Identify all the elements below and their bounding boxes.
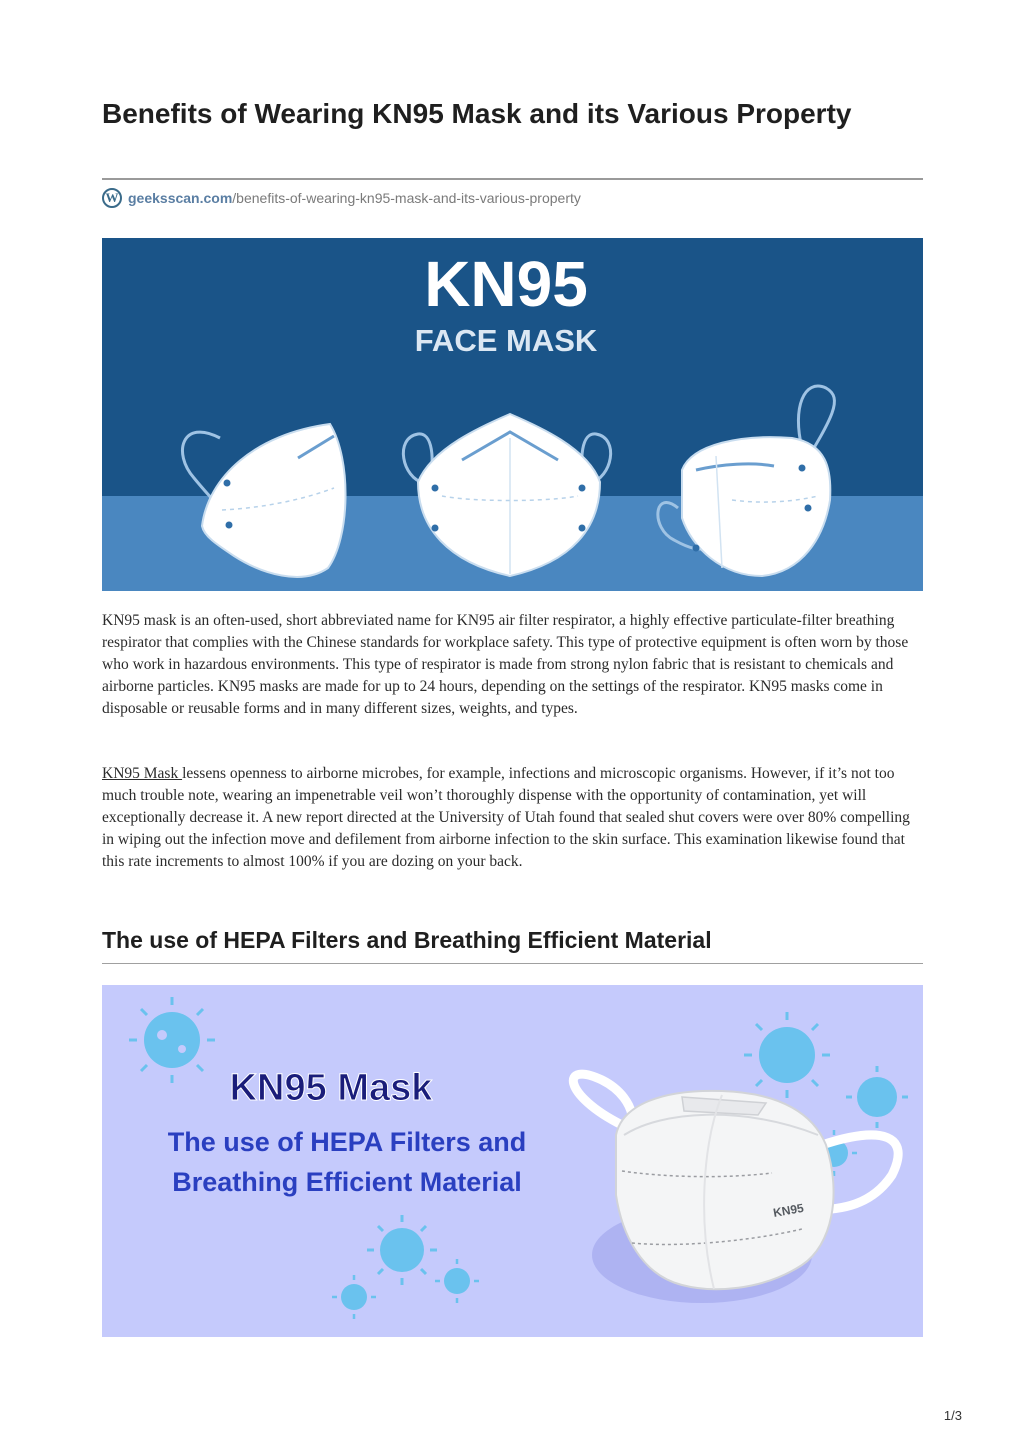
- page-number: 1/3: [943, 1408, 962, 1423]
- kn95-mask-image: [616, 1091, 834, 1289]
- banner2-line2: Breathing Efficient Material: [172, 1167, 522, 1197]
- kn95-face-mask-banner: [102, 238, 923, 591]
- kn95-hepa-banner: [102, 985, 923, 1337]
- banner2-title: KN95 Mask: [229, 1067, 433, 1109]
- section-heading: The use of HEPA Filters and Breathing Efficient Material: [102, 927, 712, 953]
- banner2-line1: The use of HEPA Filters and: [167, 1127, 527, 1157]
- mask-label: KN95: [772, 1200, 805, 1220]
- wordpress-icon: W: [102, 188, 122, 208]
- second-paragraph: [102, 763, 923, 873]
- source-path[interactable]: /benefits-of-wearing-kn95-mask-and-its-various-property: [232, 190, 581, 206]
- intro-paragraph: KN95 mask is an often-used, short abbreviated name for KN95 air filter respirator, a highly effective particulate-filter breathing respirator that complies with the Chinese standards for workplace safety. This type of protective equipment is often worn by those who work in hazardous environments. This type of respirator is made from strong nylon fabric that is resistant to chemicals and airborne particles. KN95 masks are made for up to 24 hours, depending on the settings of the respirator. KN95 masks come in disposable or reusable forms and in many different sizes, weights, and types.: [102, 612, 909, 717]
- source-domain[interactable]: geeksscan.com: [128, 190, 233, 206]
- banner-subhead: FACE MASK: [414, 323, 598, 358]
- section-divider: [102, 963, 923, 964]
- second-paragraph-text: lessens openness to airborne microbes, for example, infections and microscopic organisms. However, if it’s not too much trouble note, wearing an impenetrable veil won’t thoroughly dispense with the opportunity of contamination, yet will exceptionally decrease it. A new report directed at the University of Utah found that sealed shut covers were over 80% compelling in wiping out the infection move and defilement from airborne infection to the skin surface. This examination likewise found that this rate increments to almost 100% if you are dozing on your back.: [102, 765, 910, 870]
- banner-headline: KN95: [424, 248, 588, 320]
- source-line[interactable]: [102, 187, 581, 209]
- kn95-mask-link[interactable]: KN95 Mask: [102, 765, 183, 782]
- title-divider: [102, 178, 923, 180]
- article-title: Benefits of Wearing KN95 Mask and its Various Property: [102, 98, 852, 129]
